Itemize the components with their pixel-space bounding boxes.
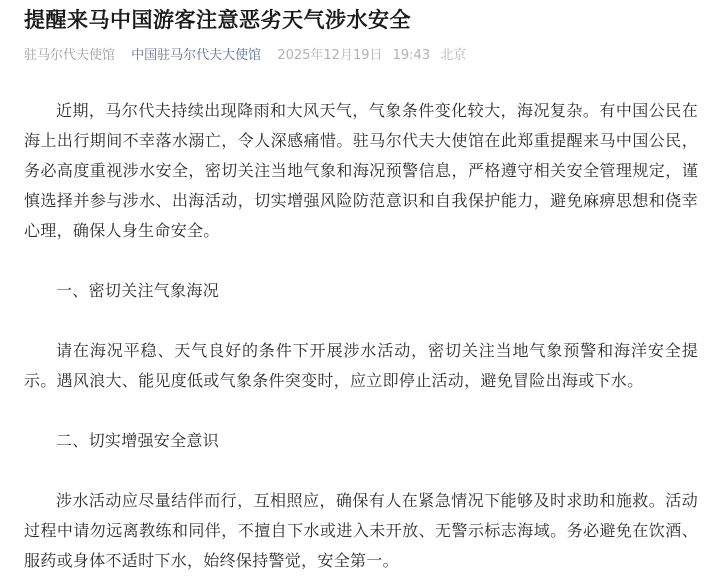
paragraph-intro: 近期，马尔代夫持续出现降雨和大风天气，气象条件变化较大，海况复杂。有中国公民在海上出行期间不幸落水溺亡，令人深感痛惜。驻马尔代夫大使馆在此郑重提醒来马中国公民，务必高度重视涉水安全，密切关注当地气象和海况预警信息，严格遵守相关安全管理规定，谨慎选择并参与涉水、出海活动，切实增强风险防范意识和自我保护能力，避免麻痹思想和侥幸心理，确保人身生命安全。 — [24, 101, 698, 240]
author-name: 驻马尔代夫使馆 — [24, 48, 116, 63]
paragraph-spacer — [24, 306, 698, 336]
paragraph-section-1: 请在海况平稳、天气良好的条件下开展涉水活动，密切关注当地气象预警和海洋安全提示。遇风浪大、能见度低或气象条件突变时，应立即停止活动，避免冒险出海或下水。 — [24, 341, 698, 390]
section-heading-1: 一、密切关注气象海况 — [56, 281, 220, 300]
paragraph-spacer — [24, 456, 698, 486]
article-body — [24, 96, 698, 576]
publish-date: 2025年12月19日 — [277, 48, 383, 63]
publish-location: 北京 — [440, 48, 467, 63]
article-title: 提醒来马中国游客注意恶劣天气涉水安全 — [24, 8, 411, 32]
section-heading-2: 二、切实增强安全意识 — [56, 431, 220, 450]
article-meta — [24, 46, 478, 66]
account-link[interactable]: 中国驻马尔代夫大使馆 — [131, 48, 262, 63]
paragraph-spacer — [24, 246, 698, 276]
paragraph-spacer — [24, 396, 698, 426]
paragraph-section-2: 涉水活动应尽量结伴而行，互相照应，确保有人在紧急情况下能够及时求助和施救。活动过程中请勿远离教练和同伴，不擅自下水或进入未开放、无警示标志海域。务必避免在饮酒、服药或身体不适时下水，始终保持警觉，安全第一。 — [24, 491, 698, 570]
publish-time: 19:43 — [392, 48, 431, 63]
